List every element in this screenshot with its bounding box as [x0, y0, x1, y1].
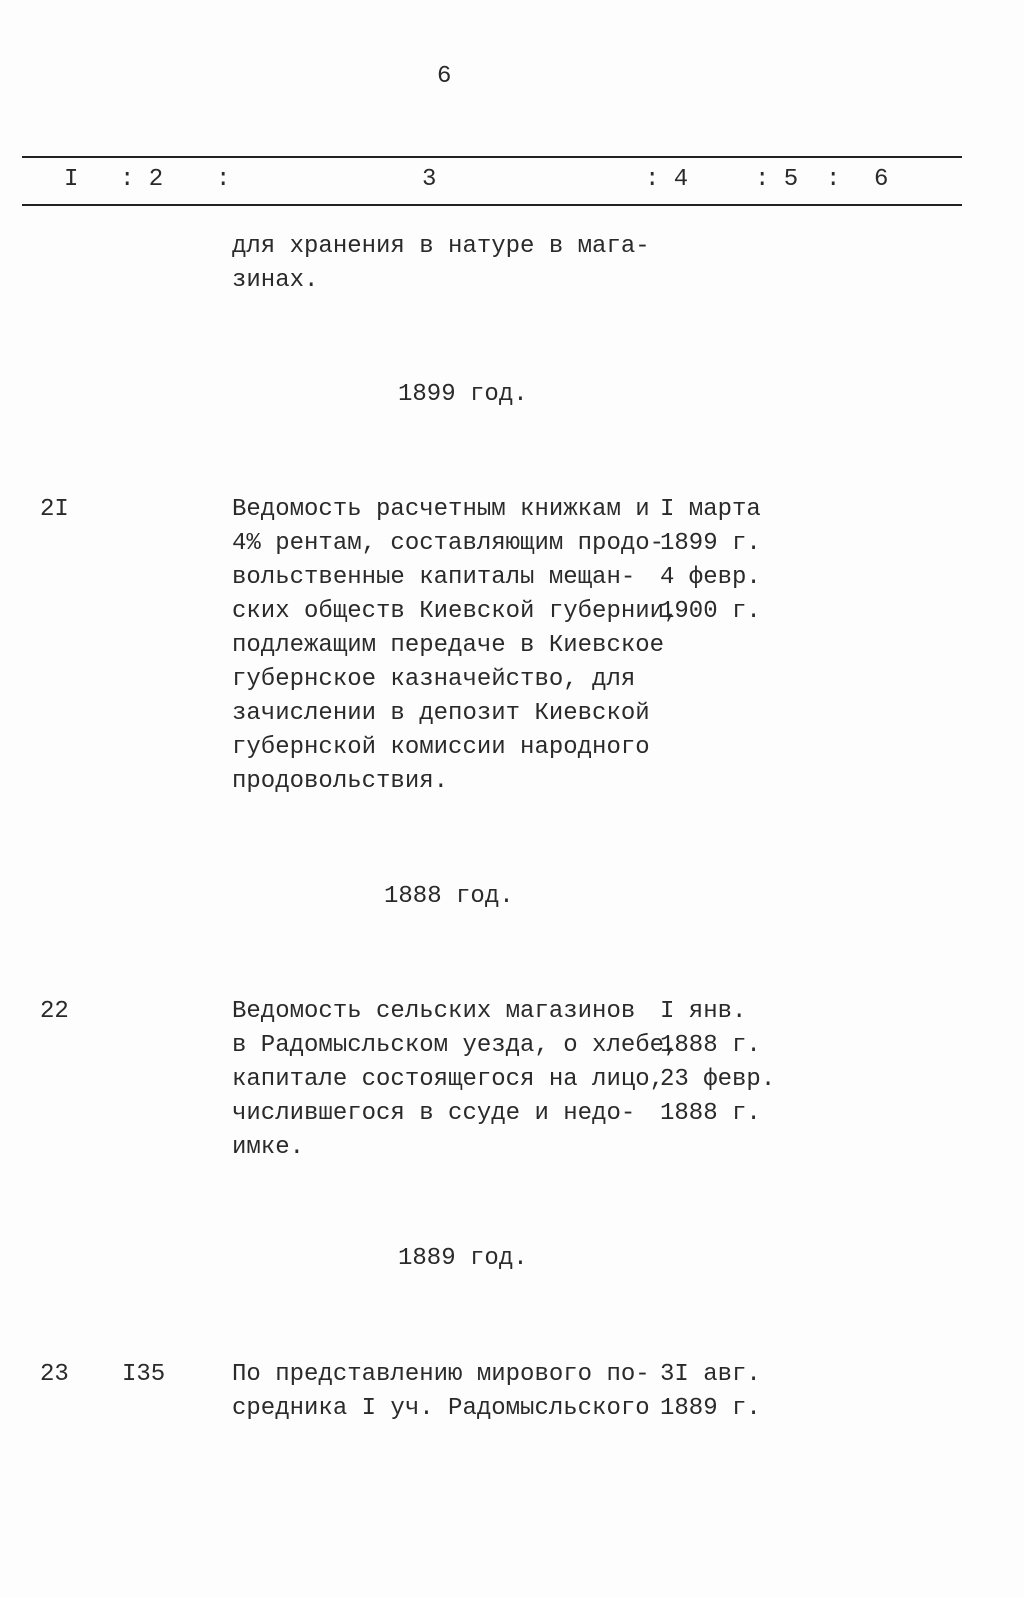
text-line: губернское казначейство, для — [232, 666, 636, 693]
header-top-rule — [22, 156, 962, 158]
header-col-2: : 2 — [120, 166, 164, 193]
text-line: имке. — [232, 1134, 305, 1161]
date-line: 23 февр. — [660, 1066, 776, 1093]
header-col-5: : 5 — [755, 166, 799, 193]
date-line: 3I авг. — [660, 1361, 761, 1388]
date-line: 1888 г. — [660, 1032, 761, 1059]
text-line: По представлению мирового по- — [232, 1361, 650, 1388]
text-line: Ведомость расчетным книжкам и — [232, 496, 650, 523]
entry-number: 22 — [40, 998, 69, 1025]
page-number: 6 — [437, 63, 452, 90]
year-heading: 1899 год. — [398, 381, 528, 408]
date-line: 1888 г. — [660, 1100, 761, 1127]
header-col-1: I — [64, 166, 79, 193]
header-col-4: : 4 — [645, 166, 689, 193]
text-line: губернской комиссии народного — [232, 734, 650, 761]
text-line: в Радомысльском уезда, о хлебе, — [232, 1032, 679, 1059]
text-line: зачислении в депозит Киевской — [232, 700, 650, 727]
text-line: капитале состоящегося на лицо, — [232, 1066, 665, 1093]
entry-description — [232, 995, 678, 1165]
entry-description — [232, 493, 678, 799]
text-line: зинах. — [232, 267, 319, 294]
header-col-6: 6 — [874, 166, 889, 193]
header-bottom-rule — [22, 204, 962, 206]
year-heading: 1889 год. — [398, 1245, 528, 1272]
header-col-3: 3 — [422, 166, 437, 193]
text-line: 4% рентам, составляющим продо- — [232, 530, 665, 557]
date-line: 1899 г. — [660, 530, 761, 557]
text-line: Ведомость сельских магазинов — [232, 998, 636, 1025]
date-line: 1900 г. — [660, 598, 761, 625]
text-line: ских обществ Киевской губернии, — [232, 598, 679, 625]
text-line: подлежащим передаче в Киевское — [232, 632, 665, 659]
sheet-number: I35 — [122, 1361, 166, 1388]
text-line: вольственные капиталы мещан- — [232, 564, 636, 591]
entry-dates — [660, 493, 761, 629]
entry-dates — [660, 1358, 761, 1426]
entry-dates — [660, 995, 775, 1131]
entry-number: 2I — [40, 496, 69, 523]
text-line: для хранения в натуре в мага- — [232, 233, 650, 260]
text-line: продовольствия. — [232, 768, 449, 795]
date-line: I марта — [660, 496, 761, 523]
date-line: I янв. — [660, 998, 747, 1025]
date-line: 1889 г. — [660, 1395, 761, 1422]
text-line: числившегося в ссуде и недо- — [232, 1100, 636, 1127]
header-sep: : — [216, 166, 231, 193]
intro-text — [232, 230, 650, 298]
entry-description — [232, 1358, 650, 1426]
entry-number: 23 — [40, 1361, 69, 1388]
text-line: средника I уч. Радомысльского — [232, 1395, 650, 1422]
header-sep-2: : — [826, 166, 841, 193]
date-line: 4 февр. — [660, 564, 761, 591]
year-heading: 1888 год. — [384, 883, 514, 910]
